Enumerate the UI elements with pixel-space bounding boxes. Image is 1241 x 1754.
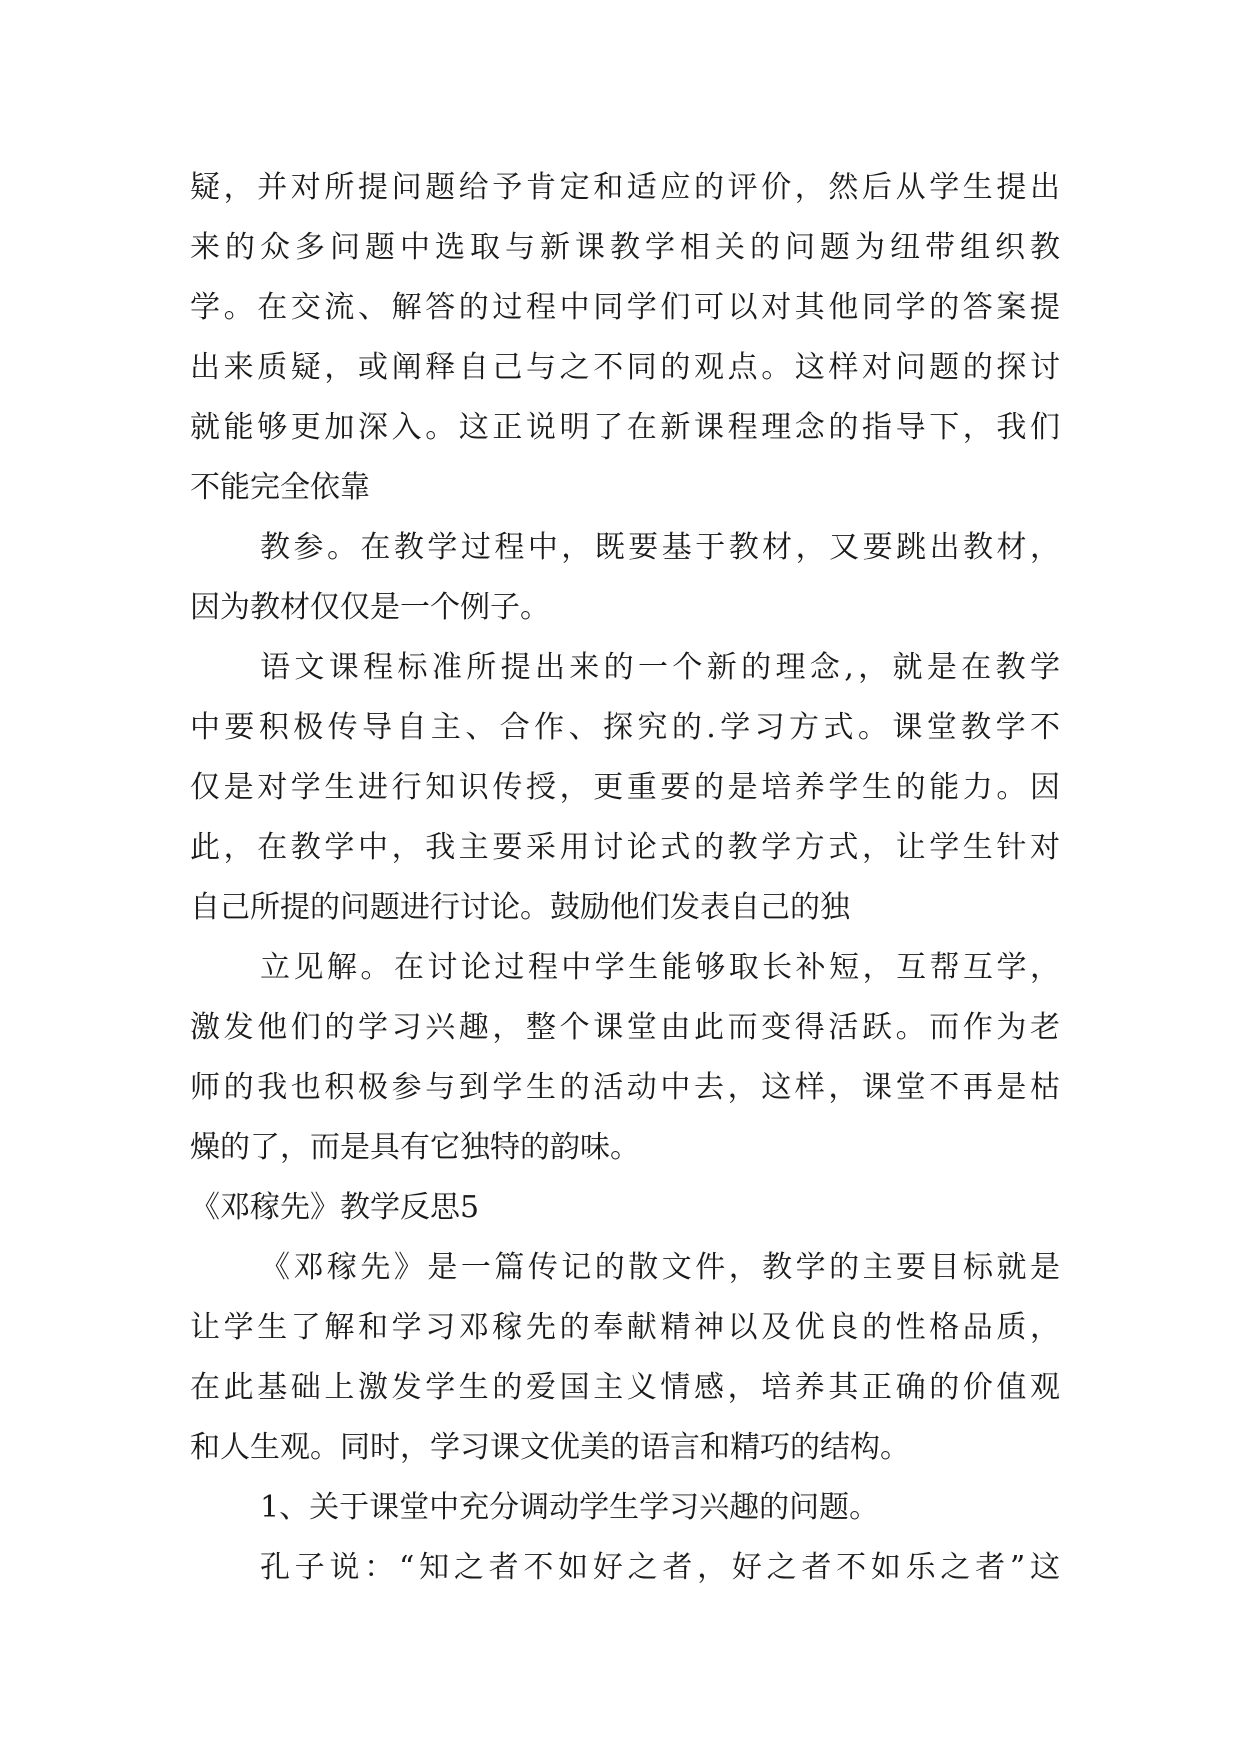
- text-line: 此，在教学中，我主要采用讨论式的教学方式，让学生针对: [190, 830, 1060, 865]
- text-line: 中要积极传导自主、合作、探究的.学习方式。课堂教学不: [190, 710, 1060, 745]
- text-line: 因为教材仅仅是一个例子。: [190, 590, 550, 625]
- text-line: 激发他们的学习兴趣，整个课堂由此而变得活跃。而作为老: [190, 1010, 1060, 1045]
- text-line: 教参。在教学过程中，既要基于教材，又要跳出教材，: [260, 530, 1060, 565]
- text-line: 不能完全依靠: [190, 470, 370, 505]
- text-line: 在此基础上激发学生的爱国主义情感，培养其正确的价值观: [190, 1370, 1060, 1405]
- document-body: [190, 158, 1060, 1598]
- text-line: 立见解。在讨论过程中学生能够取长补短，互帮互学，: [260, 950, 1060, 985]
- section-heading: 《邓稼先》教学反思5: [190, 1190, 480, 1225]
- text-line: 学。在交流、解答的过程中同学们可以对其他同学的答案提: [190, 290, 1060, 325]
- text-line: 语文课程标准所提出来的一个新的理念,，就是在教学: [260, 650, 1060, 685]
- text-line: 让学生了解和学习邓稼先的奉献精神以及优良的性格品质，: [190, 1310, 1060, 1345]
- text-line: 出来质疑，或阐释自己与之不同的观点。这样对问题的探讨: [190, 350, 1060, 385]
- text-line: 和人生观。同时，学习课文优美的语言和精巧的结构。: [190, 1430, 910, 1465]
- text-line: 师的我也积极参与到学生的活动中去，这样，课堂不再是枯: [190, 1070, 1060, 1105]
- text-line: 1、关于课堂中充分调动学生学习兴趣的问题。: [260, 1490, 880, 1525]
- text-line: 疑，并对所提问题给予肯定和适应的评价，然后从学生提出: [190, 170, 1060, 205]
- text-line: 来的众多问题中选取与新课教学相关的问题为纽带组织教: [190, 230, 1060, 265]
- text-line: 燥的了，而是具有它独特的韵味。: [190, 1130, 640, 1165]
- text-line: 自己所提的问题进行讨论。鼓励他们发表自己的独: [190, 890, 850, 925]
- text-line: 《邓稼先》是一篇传记的散文件，教学的主要目标就是: [260, 1250, 1060, 1285]
- text-line: 仅是对学生进行知识传授，更重要的是培养学生的能力。因: [190, 770, 1060, 805]
- text-line: 就能够更加深入。这正说明了在新课程理念的指导下，我们: [190, 410, 1060, 445]
- text-line: 孔子说：“知之者不如好之者，好之者不如乐之者”这: [260, 1550, 1060, 1585]
